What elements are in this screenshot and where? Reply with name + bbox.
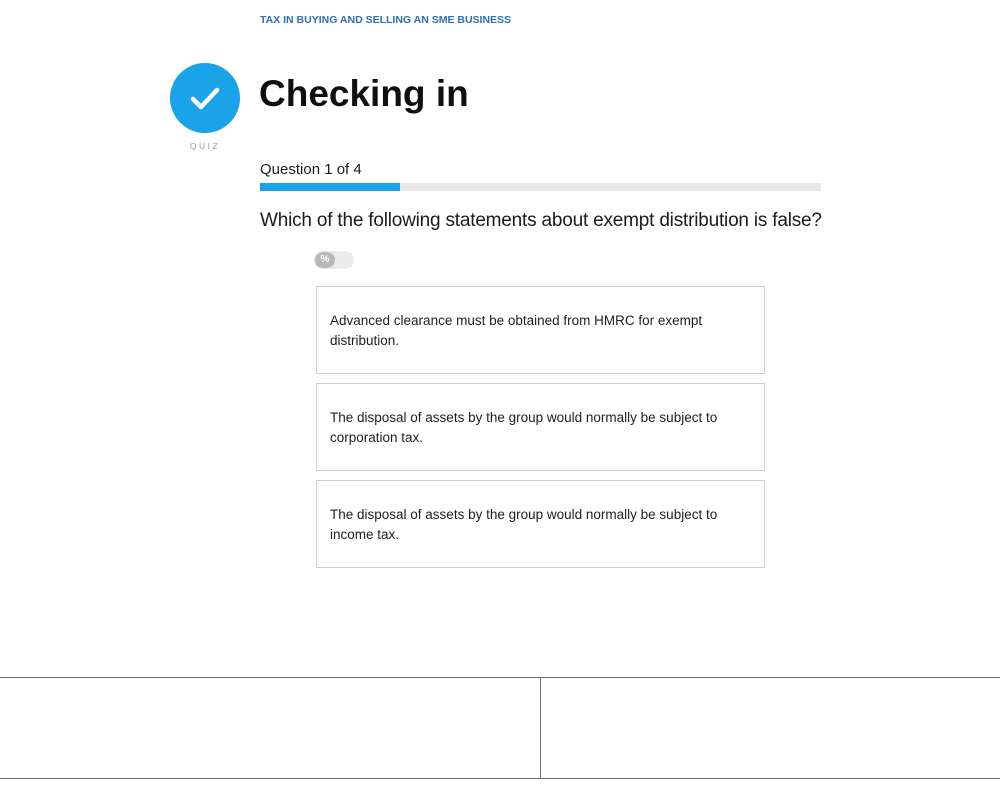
quiz-label: QUIZ bbox=[189, 141, 221, 151]
answer-option-3[interactable]: The disposal of assets by the group would normally be subject to income tax. bbox=[316, 480, 765, 568]
footer-divider-bottom bbox=[0, 778, 1000, 779]
quiz-badge bbox=[170, 63, 240, 133]
percent-icon: % bbox=[315, 252, 335, 268]
progress-bar bbox=[260, 183, 821, 191]
footer-next-panel[interactable] bbox=[541, 678, 1000, 778]
answer-option-2[interactable]: The disposal of assets by the group would normally be subject to corporation tax. bbox=[316, 383, 765, 471]
answer-options bbox=[316, 286, 765, 577]
question-text: Which of the following statements about exempt distribution is false? bbox=[260, 210, 822, 231]
page-title: Checking in bbox=[259, 73, 469, 114]
footer-previous-panel[interactable] bbox=[0, 678, 540, 778]
question-counter: Question 1 of 4 bbox=[260, 161, 362, 178]
answer-option-1[interactable]: Advanced clearance must be obtained from HMRC for exempt distribution. bbox=[316, 286, 765, 374]
checkmark-icon bbox=[188, 81, 222, 115]
course-title-link[interactable]: TAX IN BUYING AND SELLING AN SME BUSINESS bbox=[260, 14, 512, 26]
progress-bar-fill bbox=[260, 183, 400, 191]
percent-toggle[interactable] bbox=[314, 251, 354, 269]
